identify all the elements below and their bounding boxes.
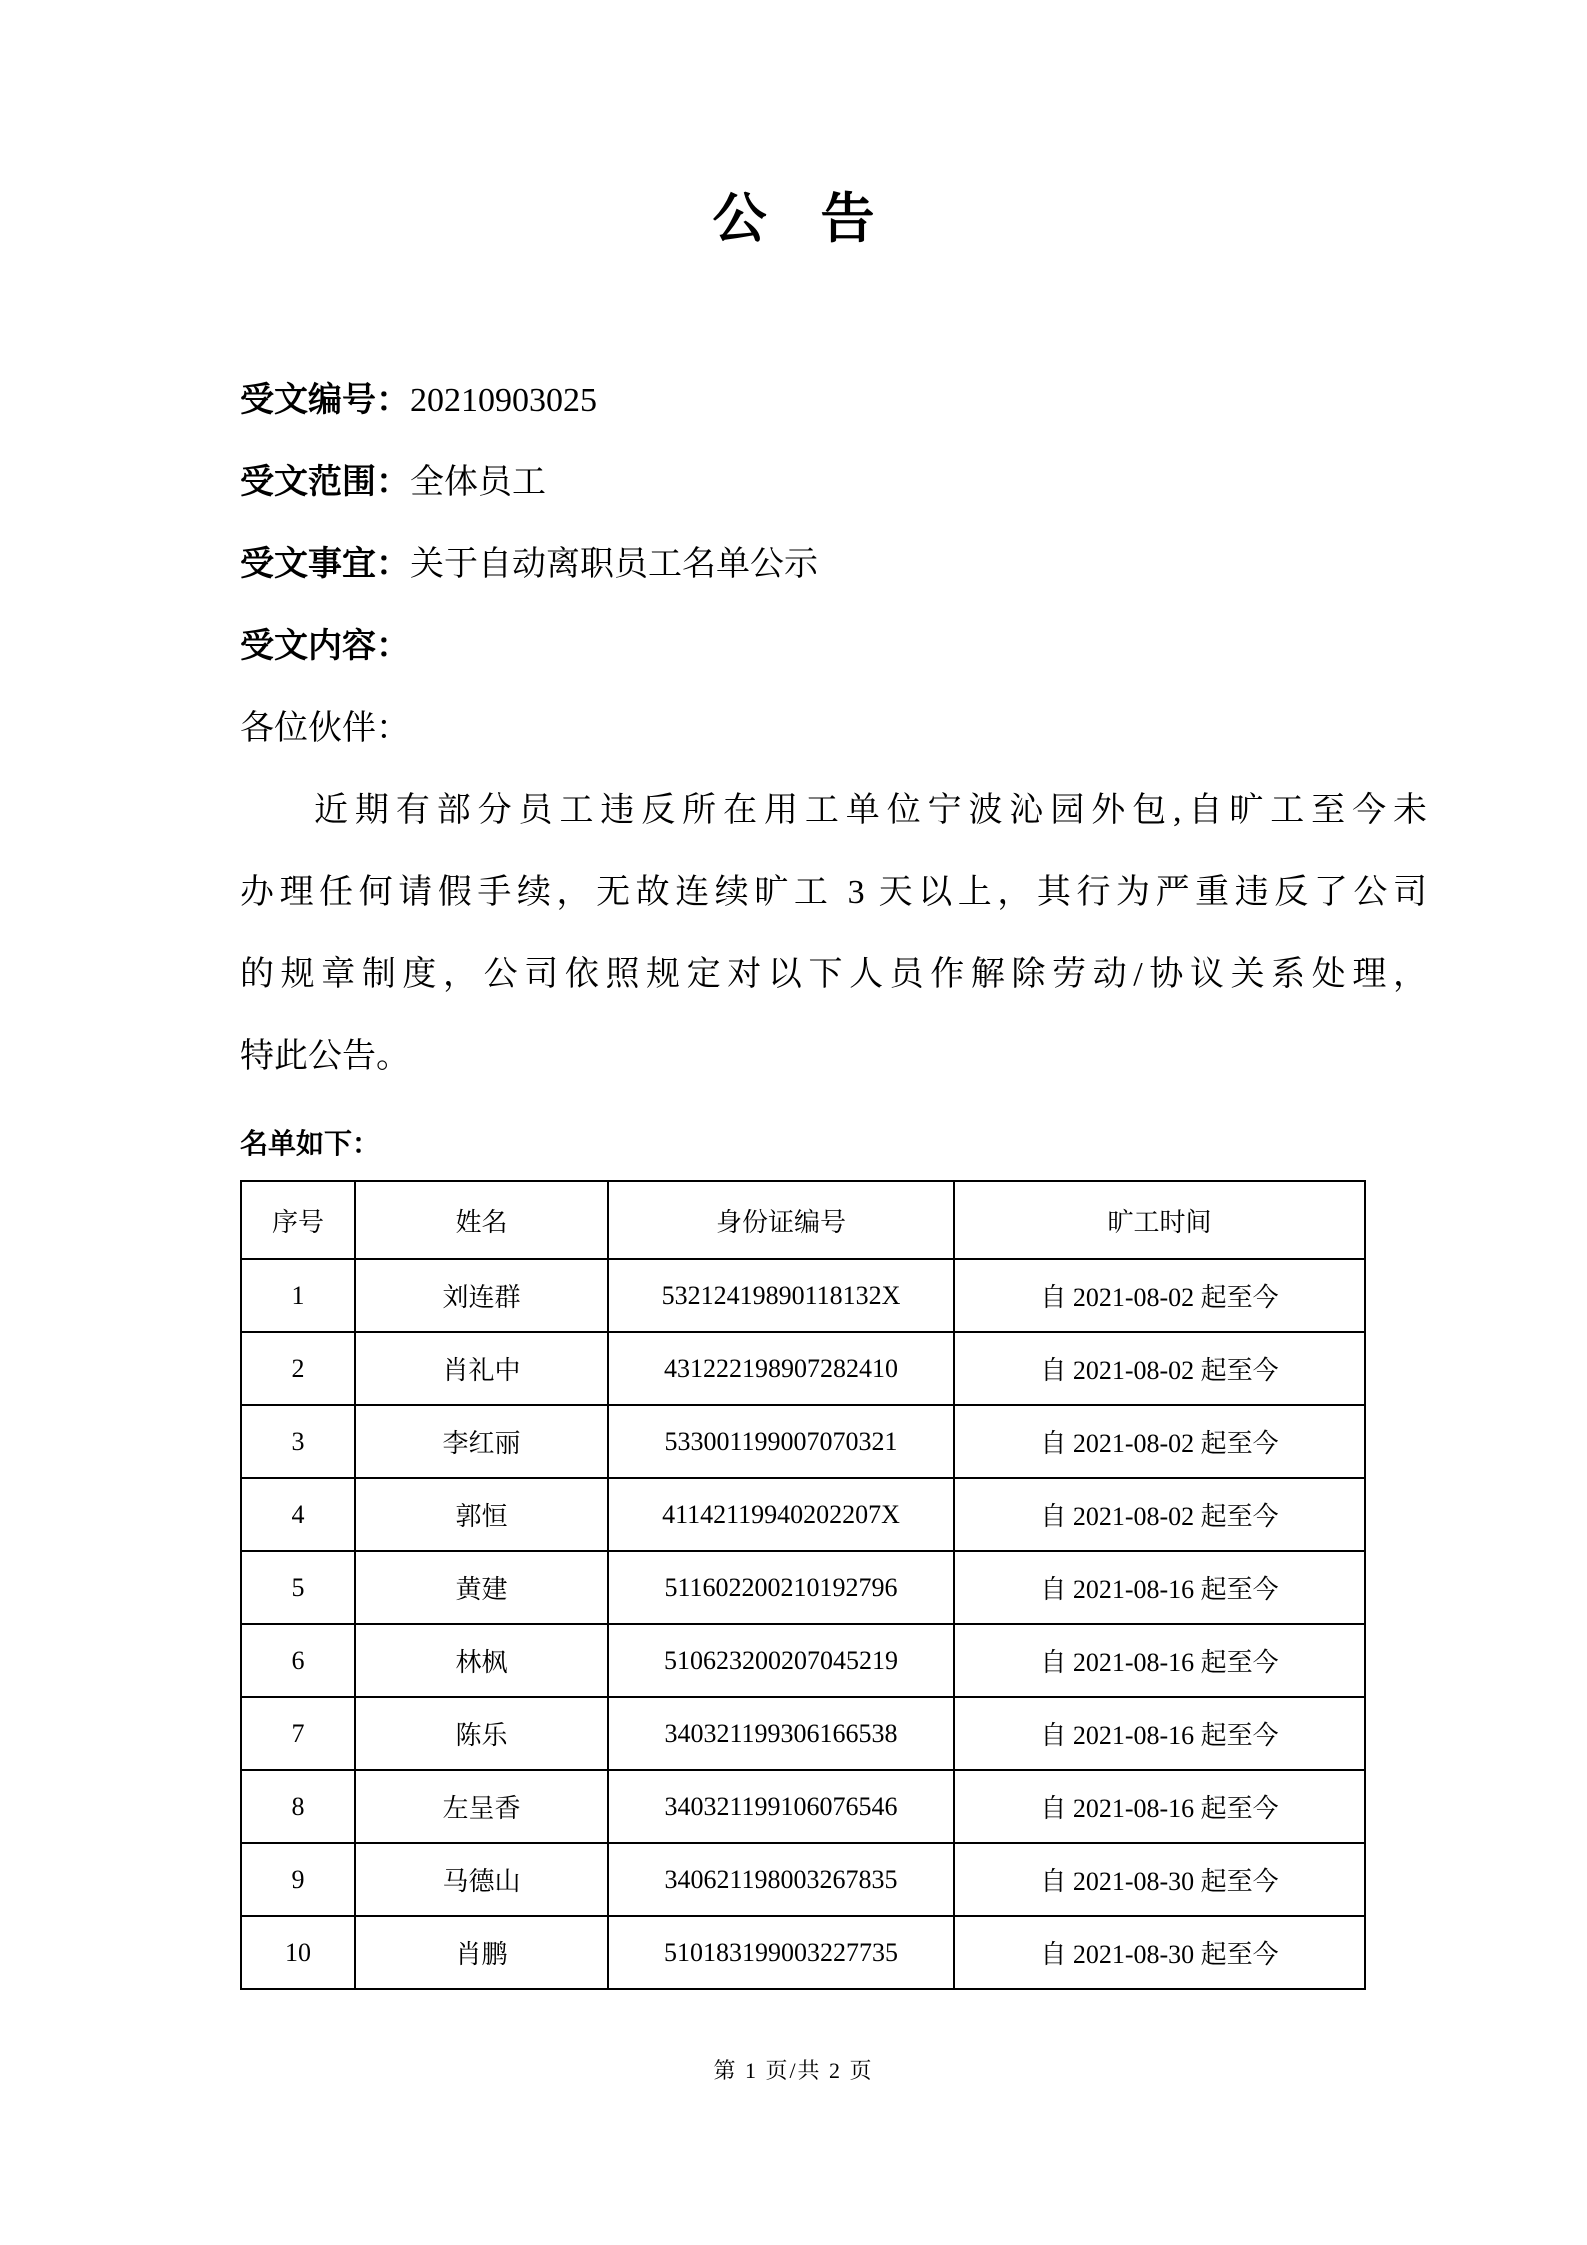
table-body: [241, 1259, 1365, 1989]
cell-name: 林枫: [355, 1624, 608, 1697]
cell-index: 2: [241, 1332, 355, 1405]
table-row: [241, 1916, 1365, 1989]
cell-index: 6: [241, 1624, 355, 1697]
field-doc-subject: [240, 524, 1427, 606]
cell-name: 肖鹏: [355, 1916, 608, 1989]
cell-absence-period: 自 2021-08-02 起至今: [954, 1332, 1365, 1405]
cell-absence-period: 自 2021-08-16 起至今: [954, 1697, 1365, 1770]
field-doc-subject-value: 关于自动离职员工名单公示: [410, 546, 818, 583]
cell-id-number: 340321199306166538: [608, 1697, 954, 1770]
field-doc-content-label: 受文内容：: [240, 628, 410, 665]
cell-id-number: 431222198907282410: [608, 1332, 954, 1405]
cell-id-number: 510183199003227735: [608, 1916, 954, 1989]
cell-id-number: 340321199106076546: [608, 1770, 954, 1843]
cell-index: 3: [241, 1405, 355, 1478]
paragraph-line: 办理任何请假手续，无故连续旷工 3 天以上，其行为严重违反了公司: [240, 874, 1427, 911]
cell-id-number: 340621198003267835: [608, 1843, 954, 1916]
field-doc-number-value: 20210903025: [410, 382, 597, 419]
field-doc-scope: [240, 442, 1427, 524]
table-row: [241, 1551, 1365, 1624]
cell-absence-period: 自 2021-08-02 起至今: [954, 1405, 1365, 1478]
list-label: 名单如下：: [240, 1129, 381, 1160]
cell-index: 4: [241, 1478, 355, 1551]
field-doc-scope-value: 全体员工: [410, 464, 546, 501]
table-header: [241, 1181, 1365, 1259]
cell-index: 1: [241, 1259, 355, 1332]
table-row: [241, 1259, 1365, 1332]
col-header-name: 姓名: [355, 1181, 608, 1259]
table-row: [241, 1405, 1365, 1478]
header-fields: [240, 360, 1427, 688]
paragraph-line: 的规章制度，公司依照规定对以下人员作解除劳动/协议关系处理，: [240, 956, 1427, 993]
page-title: 公 告: [712, 189, 875, 249]
cell-name: 郭恒: [355, 1478, 608, 1551]
cell-id-number: 533001199007070321: [608, 1405, 954, 1478]
table-row: [241, 1624, 1365, 1697]
cell-name: 左呈香: [355, 1770, 608, 1843]
cell-absence-period: 自 2021-08-16 起至今: [954, 1624, 1365, 1697]
cell-absence-period: 自 2021-08-02 起至今: [954, 1259, 1365, 1332]
cell-id-number: 510623200207045219: [608, 1624, 954, 1697]
cell-index: 8: [241, 1770, 355, 1843]
cell-absence-period: 自 2021-08-02 起至今: [954, 1478, 1365, 1551]
table-row: [241, 1843, 1365, 1916]
table-header-row: [241, 1181, 1365, 1259]
field-doc-subject-label: 受文事宜：: [240, 546, 410, 583]
cell-id-number: 53212419890118132X: [608, 1259, 954, 1332]
field-doc-scope-label: 受文范围：: [240, 464, 410, 501]
cell-absence-period: 自 2021-08-16 起至今: [954, 1551, 1365, 1624]
cell-name: 陈乐: [355, 1697, 608, 1770]
col-header-id-number: 身份证编号: [608, 1181, 954, 1259]
table-row: [241, 1770, 1365, 1843]
cell-name: 刘连群: [355, 1259, 608, 1332]
cell-name: 马德山: [355, 1843, 608, 1916]
paragraph-line: 近期有部分员工违反所在用工单位宁波沁园外包,自旷工至今未: [314, 792, 1427, 829]
page-number: 第 1 页/共 2 页: [713, 2058, 874, 2083]
table-row: [241, 1697, 1365, 1770]
announcement-paragraph: [240, 770, 1427, 1098]
cell-absence-period: 自 2021-08-30 起至今: [954, 1916, 1365, 1989]
col-header-absence-period: 旷工时间: [954, 1181, 1365, 1259]
cell-name: 黄建: [355, 1551, 608, 1624]
field-doc-content: [240, 606, 1427, 688]
cell-absence-period: 自 2021-08-30 起至今: [954, 1843, 1365, 1916]
table-row: [241, 1332, 1365, 1405]
table-row: [241, 1478, 1365, 1551]
cell-id-number: 511602200210192796: [608, 1551, 954, 1624]
salutation: 各位伙伴：: [240, 710, 410, 747]
col-header-index: 序号: [241, 1181, 355, 1259]
cell-name: 李红丽: [355, 1405, 608, 1478]
paragraph-line: 特此公告。: [240, 1038, 410, 1075]
field-doc-number-label: 受文编号：: [240, 382, 410, 419]
cell-index: 7: [241, 1697, 355, 1770]
absentee-table: [240, 1180, 1366, 1990]
cell-index: 9: [241, 1843, 355, 1916]
document-body: [240, 360, 1427, 1990]
field-doc-number: [240, 360, 1427, 442]
cell-index: 5: [241, 1551, 355, 1624]
cell-index: 10: [241, 1916, 355, 1989]
cell-absence-period: 自 2021-08-16 起至今: [954, 1770, 1365, 1843]
cell-id-number: 41142119940202207X: [608, 1478, 954, 1551]
cell-name: 肖礼中: [355, 1332, 608, 1405]
